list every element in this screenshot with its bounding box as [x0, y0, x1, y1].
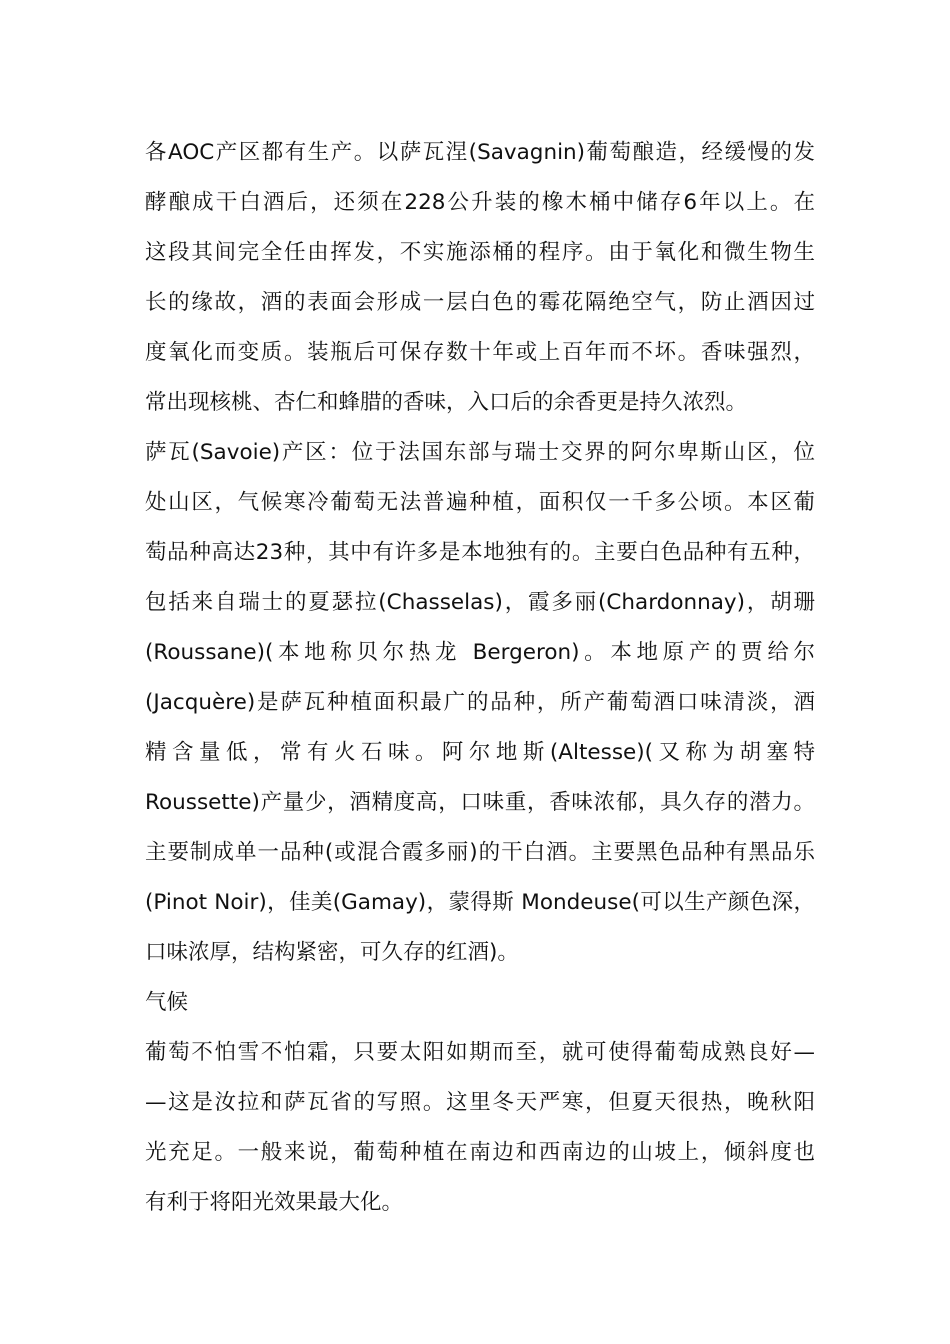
text-line: Roussette)产量少，酒精度高，口味重，香味浓郁，具久存的潜力。 — [145, 790, 815, 815]
text-line: 各AOC产区都有生产。以萨瓦涅(Savagnin)葡萄酿造，经缓慢的发 — [145, 140, 815, 165]
text-line: 萨瓦(Savoie)产区：位于法国东部与瑞士交界的阿尔卑斯山区，位 — [145, 440, 815, 465]
text-line: (Pinot Noir)，佳美(Gamay)，蒙得斯 Mondeuse(可以生产颜色深， — [145, 890, 815, 915]
text-line: 葡萄不怕雪不怕霜，只要太阳如期而至，就可使得葡萄成熟良好— — [145, 1040, 815, 1065]
text-line: 处山区，气候寒冷葡萄无法普遍种植，面积仅一千多公顷。本区葡 — [145, 490, 815, 515]
text-line: 主要制成单一品种(或混合霞多丽)的干白酒。主要黑色品种有黑品乐 — [145, 840, 815, 865]
text-line: 包括来自瑞士的夏瑟拉(Chasselas)，霞多丽(Chardonnay)，胡珊 — [145, 590, 815, 615]
text-line: 口味浓厚，结构紧密，可久存的红酒)。 — [145, 940, 519, 965]
section-heading: 气候 — [145, 990, 189, 1015]
text-line: 有利于将阳光效果最大化。 — [145, 1190, 404, 1215]
text-line: 萄品种高达23种，其中有许多是本地独有的。主要白色品种有五种， — [145, 540, 815, 565]
body-text — [145, 128, 815, 1228]
text-line: 度氧化而变质。装瓶后可保存数十年或上百年而不坏。香味强烈， — [145, 340, 815, 365]
text-line: 光充足。一般来说，葡萄种植在南边和西南边的山坡上，倾斜度也 — [145, 1140, 815, 1165]
text-line: (Jacquère)是萨瓦种植面积最广的品种，所产葡萄酒口味清淡，酒 — [145, 690, 815, 715]
text-line: (Roussane)(本地称贝尔热龙 Bergeron)。本地原产的贾给尔 — [145, 640, 815, 665]
text-line: 酵酿成干白酒后，还须在228公升装的橡木桶中储存6年以上。在 — [145, 190, 815, 215]
text-line: —这是汝拉和萨瓦省的写照。这里冬天严寒，但夏天很热，晚秋阳 — [145, 1090, 815, 1115]
text-line: 这段其间完全任由挥发，不实施添桶的程序。由于氧化和微生物生 — [145, 240, 815, 265]
text-line: 长的缘故，酒的表面会形成一层白色的霉花隔绝空气，防止酒因过 — [145, 290, 815, 315]
text-line: 常出现核桃、杏仁和蜂腊的香味，入口后的余香更是持久浓烈。 — [145, 390, 748, 415]
text-line: 精含量低，常有火石味。阿尔地斯(Altesse)(又称为胡塞特 — [145, 740, 815, 765]
